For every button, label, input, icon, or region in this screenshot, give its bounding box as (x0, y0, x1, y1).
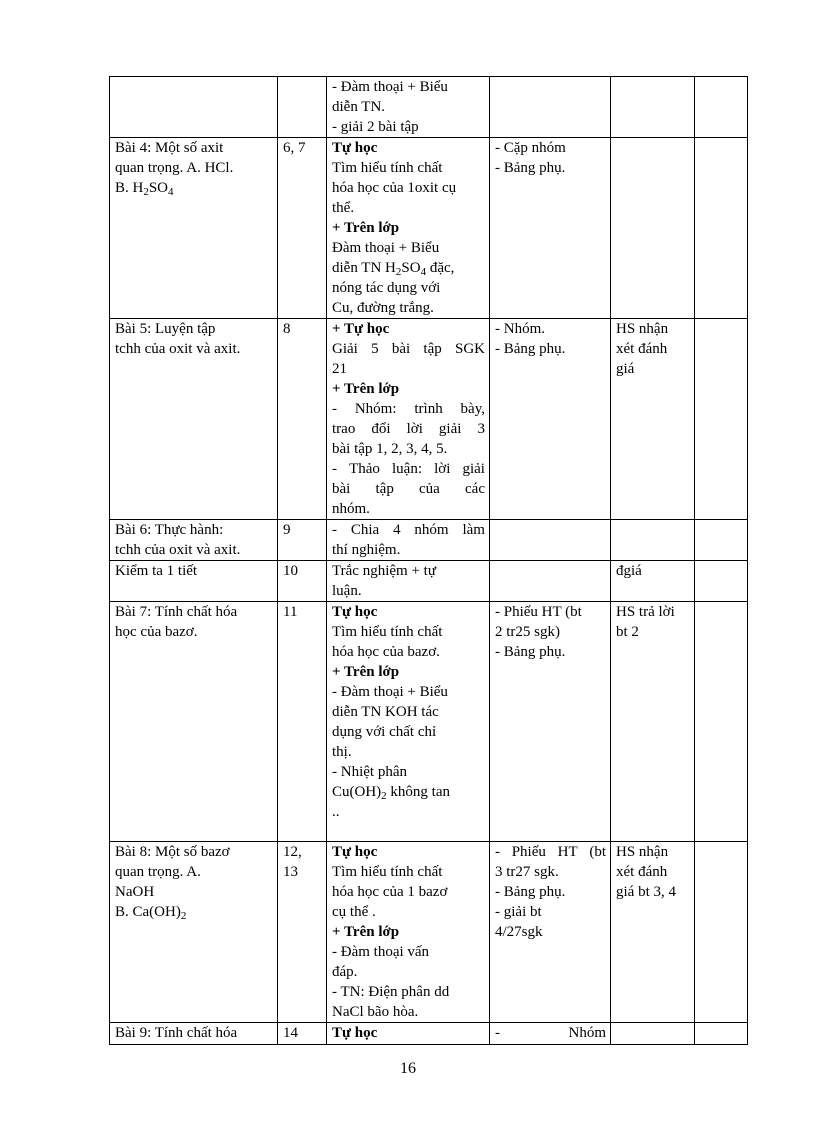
equipment-line: - Cặp nhóm (495, 140, 566, 156)
equipment-line: - Nhóm. (495, 321, 545, 337)
method-cell (327, 77, 490, 138)
method-cell (327, 561, 490, 602)
lesson-line: quan trọng. A. HCl. (115, 160, 234, 176)
equipment-line: - Phiếu HT (bt (495, 844, 606, 860)
equipment-cell (490, 842, 611, 1023)
assessment-line: giá (616, 361, 635, 377)
lesson-cell (110, 319, 278, 520)
equipment-cell (490, 1023, 611, 1045)
assessment-line: giá bt 3, 4 (616, 884, 676, 900)
lesson-line: Bài 5: Luyện tập (115, 321, 216, 337)
period-cell (278, 842, 327, 1023)
method-line: Tự học (332, 1025, 378, 1041)
period-cell (278, 77, 327, 138)
assessment-cell (611, 561, 695, 602)
lesson-cell (110, 1023, 278, 1045)
assessment-line: đgiá (616, 563, 642, 579)
equipment-line: - Bảng phụ. (495, 884, 566, 900)
method-line: hóa học của bazơ. (332, 644, 440, 660)
assessment-line: xét đánh (616, 864, 668, 880)
period-cell (278, 138, 327, 319)
period-cell (278, 1023, 327, 1045)
method-line: - TN: Điện phân dd (332, 984, 450, 1000)
method-line: + Trên lớp (332, 924, 400, 940)
method-line: - giải 2 bài tập (332, 119, 419, 135)
assessment-cell (611, 842, 695, 1023)
blank-cell (695, 319, 748, 520)
method-line: + Trên lớp (332, 381, 400, 397)
method-line: trao đổi lời giải 3 (332, 421, 485, 437)
lesson-cell (110, 561, 278, 602)
equipment-line: - Nhóm (495, 1025, 606, 1041)
period-line: 9 (283, 522, 291, 538)
lesson-cell (110, 138, 278, 319)
equipment-line: - Bảng phụ. (495, 341, 566, 357)
equipment-cell (490, 77, 611, 138)
method-cell (327, 520, 490, 561)
assessment-line: xét đánh (616, 341, 668, 357)
blank-cell (695, 842, 748, 1023)
equipment-cell (490, 561, 611, 602)
method-line: đáp. (332, 964, 358, 980)
lesson-line: Bài 4: Một số axit (115, 140, 224, 156)
method-line: thể. (332, 200, 355, 216)
method-line: NaCl bão hòa. (332, 1004, 419, 1020)
period-line: 10 (283, 563, 298, 579)
method-line: Tìm hiểu tính chất (332, 160, 443, 176)
lesson-line: Bài 6: Thực hành: (115, 522, 224, 538)
equipment-line: 3 tr27 sgk. (495, 864, 559, 880)
equipment-line: - Bảng phụ. (495, 160, 566, 176)
method-line: Tìm hiểu tính chất (332, 864, 443, 880)
method-line: thị. (332, 744, 352, 760)
assessment-cell (611, 138, 695, 319)
assessment-cell (611, 1023, 695, 1045)
method-line: diễn TN $H_2SO_4$ đặc, (332, 260, 455, 278)
method-line: hóa học của 1oxit cụ (332, 180, 457, 196)
equipment-line: 4/27sgk (495, 924, 543, 940)
assessment-line: HS nhận (616, 321, 669, 337)
equipment-cell (490, 138, 611, 319)
assessment-cell (611, 602, 695, 842)
lesson-line: Bài 9: Tính chất hóa (115, 1025, 238, 1041)
lesson-line: học của bazơ. (115, 624, 198, 640)
method-line: luận. (332, 583, 362, 599)
method-line: bài tập 1, 2, 3, 4, 5. (332, 441, 448, 457)
method-line: thí nghiệm. (332, 542, 401, 558)
method-line: diễn TN KOH tác (332, 704, 439, 720)
period-line: 11 (283, 604, 298, 620)
equipment-line: - giải bt (495, 904, 542, 920)
table-row (110, 520, 748, 561)
assessment-line: bt 2 (616, 624, 639, 640)
method-line: Tự học (332, 604, 378, 620)
method-line: + Tự học (332, 321, 390, 337)
method-cell (327, 319, 490, 520)
equipment-line: - Phiếu HT (bt (495, 604, 582, 620)
table-row (110, 602, 748, 842)
method-line: - Nhiệt phân (332, 764, 407, 780)
method-line: Giải 5 bài tập SGK (332, 341, 485, 357)
blank-cell (695, 602, 748, 842)
period-line: 6, 7 (283, 140, 306, 156)
table-row (110, 77, 748, 138)
lesson-cell (110, 77, 278, 138)
method-line: Tự học (332, 140, 378, 156)
assessment-cell (611, 520, 695, 561)
lesson-line: B. $H_2SO_4$ (115, 180, 174, 198)
blank-cell (695, 1023, 748, 1045)
table-row (110, 842, 748, 1023)
method-line: Trắc nghiệm + tự (332, 563, 436, 579)
method-line: diễn TN. (332, 99, 386, 115)
lesson-cell (110, 602, 278, 842)
method-line: - Chia 4 nhóm làm (332, 522, 485, 538)
table-row (110, 561, 748, 602)
assessment-cell (611, 77, 695, 138)
method-line: Đàm thoại + Biểu (332, 240, 440, 256)
lesson-line: Kiểm ta 1 tiết (115, 563, 198, 579)
method-line: cụ thể . (332, 904, 376, 920)
method-line: - Nhóm: trình bày, (332, 401, 485, 417)
period-cell (278, 319, 327, 520)
period-line: 8 (283, 321, 291, 337)
table-row (110, 138, 748, 319)
period-line: 13 (283, 864, 298, 880)
blank-cell (695, 561, 748, 602)
method-line: + Trên lớp (332, 664, 400, 680)
method-cell (327, 1023, 490, 1045)
method-line: .. (332, 804, 340, 820)
equipment-cell (490, 319, 611, 520)
method-cell (327, 602, 490, 842)
lesson-line: quan trọng. A. (115, 864, 201, 880)
lesson-line: tchh của oxit và axit. (115, 542, 241, 558)
method-line: Tìm hiểu tính chất (332, 624, 443, 640)
method-line: - Thảo luận: lời giải (332, 461, 485, 477)
method-line: - Đàm thoại + Biểu (332, 684, 448, 700)
method-line: nóng tác dụng với (332, 280, 441, 296)
equipment-cell (490, 520, 611, 561)
equipment-cell (490, 602, 611, 842)
lesson-line: B. $Ca(OH)_2$ (115, 904, 187, 922)
period-cell (278, 602, 327, 842)
method-line: nhóm. (332, 501, 370, 517)
table-row (110, 1023, 748, 1045)
lesson-cell (110, 842, 278, 1023)
period-cell (278, 520, 327, 561)
method-line: - Đàm thoại vấn (332, 944, 430, 960)
period-line: 14 (283, 1025, 298, 1041)
method-line: Tự học (332, 844, 378, 860)
lesson-line: tchh của oxit và axit. (115, 341, 241, 357)
method-cell (327, 842, 490, 1023)
method-cell (327, 138, 490, 319)
lesson-line: Bài 7: Tính chất hóa (115, 604, 238, 620)
blank-cell (695, 520, 748, 561)
lesson-line: Bài 8: Một số bazơ (115, 844, 230, 860)
page-number: 16 (400, 1060, 416, 1077)
method-line: + Trên lớp (332, 220, 400, 236)
lesson-cell (110, 520, 278, 561)
blank-cell (695, 77, 748, 138)
table-row (110, 319, 748, 520)
equipment-line: - Bảng phụ. (495, 644, 566, 660)
lesson-plan-table (109, 76, 748, 1045)
method-line: $Cu(OH)_2$ không tan (332, 784, 450, 802)
lesson-line: NaOH (115, 884, 155, 900)
method-line: 21 (332, 361, 347, 377)
method-line: dụng với chất chỉ (332, 724, 437, 740)
assessment-line: HS trả lời (616, 604, 675, 620)
equipment-line: 2 tr25 sgk) (495, 624, 560, 640)
period-line: 12, (283, 844, 302, 860)
method-line: hóa học của 1 bazơ (332, 884, 448, 900)
method-line: Cu, đường trắng. (332, 300, 434, 316)
blank-cell (695, 138, 748, 319)
assessment-line: HS nhận (616, 844, 669, 860)
method-line: - Đàm thoại + Biểu (332, 79, 448, 95)
method-line: bài tập của các (332, 481, 485, 497)
period-cell (278, 561, 327, 602)
assessment-cell (611, 319, 695, 520)
